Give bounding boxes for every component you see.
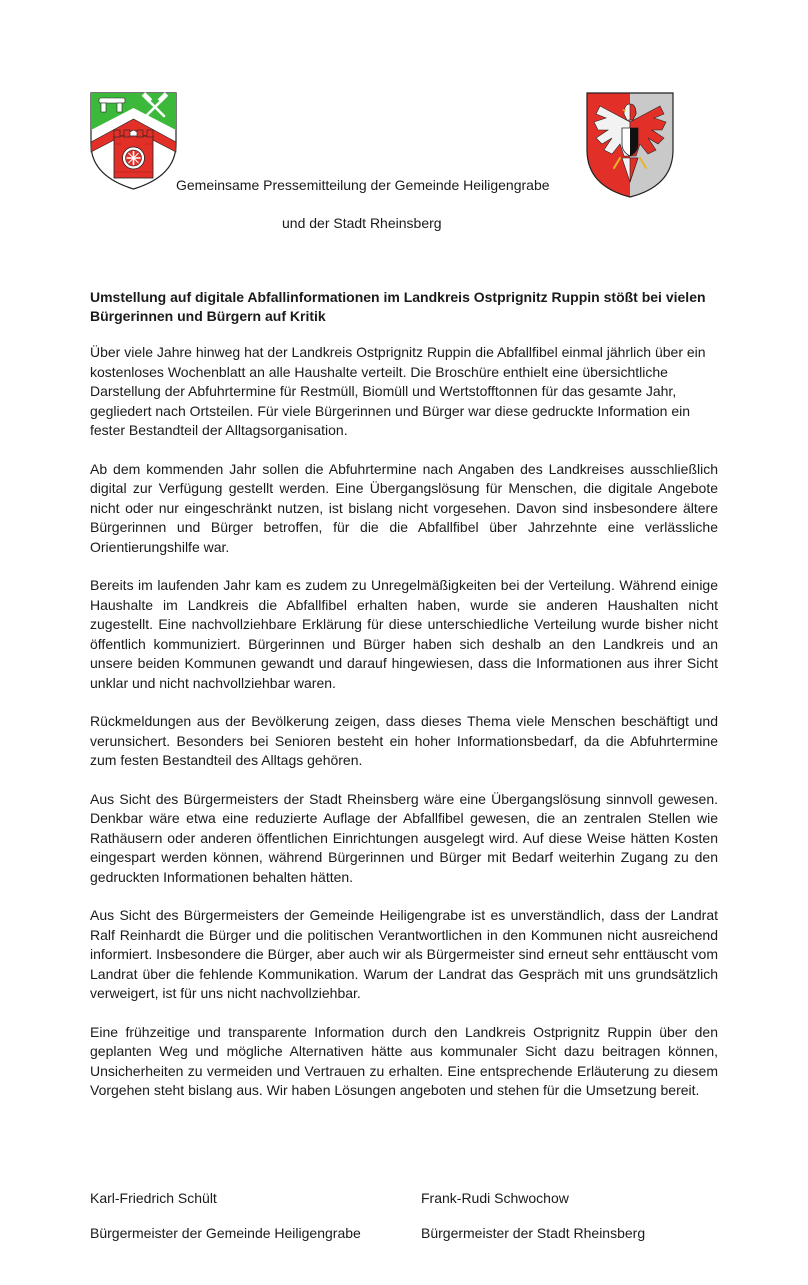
signature-block — [90, 1189, 718, 1249]
headline: Umstellung auf digitale Abfallinformationen im Landkreis Ostprignitz Ruppin stößt bei vielen Bürgerinnen und Bürgern auf Kritik — [90, 289, 706, 324]
header-subtitle: und der Stadt Rheinsberg — [282, 215, 442, 231]
signature-heiligengrabe — [90, 1189, 361, 1242]
paragraph: Bereits im laufenden Jahr kam es zudem zu Unregelmäßigkeiten bei der Verteilung. Während einige Haushalte im Landkreis die Abfallfibel erhalten haben, wurde sie anderen Haushalten nicht zugestellt. Eine nachvollziehbare Erklärung für diese unterschiedliche Verteilung wurde bisher nicht öffentlich kommuniziert. Bürgerinnen und Bürger haben sich deshalb an den Landkreis und an unsere beiden Kommunen gewandt und darauf hingewiesen, dass die Informationen aus ihrer Sicht unklar und nicht nachvollziehbar waren. — [90, 577, 718, 691]
paragraph: Aus Sicht des Bürgermeisters der Stadt Rheinsberg wäre eine Übergangslösung sinnvoll gewesen. Denkbar wäre etwa eine reduzierte Auflage der Abfallfibel gewesen, die an zentralen Stellen wie Rathäusern oder anderen öffentlichen Einrichtungen ausgelegt wird. Auf diese Weise hätten Kosten eingespart werden können, während Bürgerinnen und Bürger mit Bedarf weiterhin Zugang zu den gedruckten Informationen behalten hätten. — [90, 790, 718, 885]
rheinsberg-coat-of-arms-icon — [586, 92, 674, 198]
heiligengrabe-coat-of-arms-icon — [90, 92, 177, 190]
paragraph: Rückmeldungen aus der Bevölkerung zeigen, dass dieses Thema viele Menschen beschäftigt und verunsichert. Besonders bei Senioren besteht ein hoher Informationsbedarf, da die Abfuhrtermine zum festen Bestandteil des Alltags gehören. — [90, 713, 718, 768]
signatory-name: Karl-Friedrich Schült — [90, 1190, 217, 1206]
signatory-role: Bürgermeister der Stadt Rheinsberg — [421, 1225, 646, 1241]
signature-rheinsberg — [421, 1189, 645, 1242]
paragraph: Eine frühzeitige und transparente Information durch den Landkreis Ostprignitz Ruppin über den geplanten Weg und mögliche Alternativen hätte aus kommunaler Sicht dazu beitragen können, Unsicherheiten zu vermeiden und Vertrauen zu erhalten. Eine entsprechende Erläuterung zu diesem Vorgehen steht bislang aus. Wir haben Lösungen angeboten und stehen für die Umsetzung bereit. — [90, 1023, 718, 1098]
paragraph: Ab dem kommenden Jahr sollen die Abfuhrtermine nach Angaben des Landkreises ausschließlich digital zur Verfügung gestellt werden. Eine Übergangslösung für Menschen, die digitale Angebote nicht oder nur eingeschränkt nutzen, ist bislang nicht vorgesehen. Davon sind insbesondere ältere Bürgerinnen und Bürger betroffen, für die die Abfallfibel über Jahrzehnte eine verlässliche Orientierungshilfe war. — [90, 460, 718, 555]
signatory-role: Bürgermeister der Gemeinde Heiligengrabe — [90, 1225, 361, 1241]
body-text — [90, 343, 718, 1120]
signatory-name: Frank-Rudi Schwochow — [421, 1190, 569, 1206]
paragraph: Aus Sicht des Bürgermeisters der Gemeinde Heiligengrabe ist es unverständlich, dass der Landrat Ralf Reinhardt die Bürger und die politischen Verantwortlichen in den Kommunen nicht ausreichend informiert. Insbesondere die Bürger, aber auch wir als Bürgermeister sind erneut sehr enttäuscht vom Landrat über die fehlende Kommunikation. Warum der Landrat das Gespräch mit uns grundsätzlich verweigert, ist für uns nicht nachvollziehbar. — [90, 907, 718, 1001]
paragraph: Über viele Jahre hinweg hat der Landkreis Ostprignitz Ruppin die Abfallfibel einmal jährlich über ein kostenloses Wochenblatt an alle Haushalte verteilt. Die Broschüre enthielt eine übersichtliche Darstellung der Abfuhrtermine für Restmüll, Biomüll und Wertstofftonnen für das gesamte Jahr, gegliedert nach Ortsteilen. Für viele Bürgerinnen und Bürger war diese gedruckte Information ein fester Bestandteil der Alltagsorganisation. — [90, 344, 706, 438]
header-title: Gemeinsame Pressemitteilung der Gemeinde Heiligengrabe — [176, 177, 550, 193]
